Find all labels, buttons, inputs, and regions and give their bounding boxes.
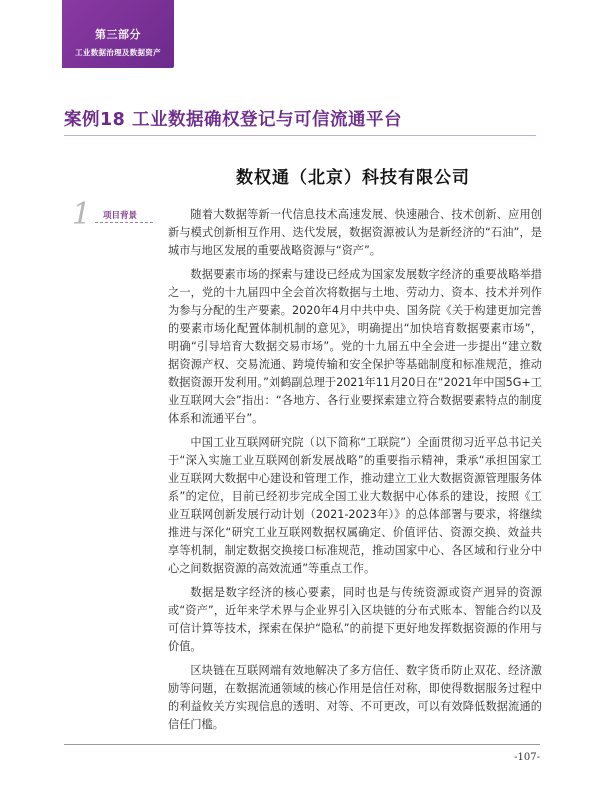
case-title: 案例18 工业数据确权登记与可信流通平台 [64, 110, 402, 130]
paragraph: 数据要素市场的探索与建设已经成为国家发展数字经济的重要战略举措之一，党的十九届四中全会首次将数据与土地、劳动力、资本、技术并列作为参与分配的生产要素。2020年4月中共中央、国务院《关于构建更加完善的要素市场化配置体制机制的意见》，明确提出“加快培育数据要素市场”，明确“引导培育大数据交易市场”。党的十九届五中全会进一步提出“建立数据资源产权、交易流通、跨境传输和安全保护等基础制度和标准规范，推动数据资源开发利用。”刘鹤副总理于2021年11月20日在“2021年中国5G+工业互联网大会”指出：“各地方、各行业要探索建立符合数据要素特点的制度体系和流通平台”。 [168, 268, 542, 425]
paragraph: 数据是数字经济的核心要素，同时也是与传统资源或资产迥异的资源或“资产”，近年来学术界与企业界引入区块链的分布式账本、智能合约以及可信计算等技术，探索在保护“隐私”的前提下更好地发挥数据资源的作用与价值。 [168, 586, 542, 653]
paragraph: 中国工业互联网研究院（以下简称“工联院”）全面贯彻习近平总书记关于“深入实施工业互联网创新发展战略”的重要指示精神，秉承“承担国家工业互联网大数据中心建设和管理工作，推动建立工业大数据资源管理服务体系”的定位，目前已经初步完成全国工业大数据中心体系的建设，按照《工业互联网创新发展行动计划（2021-2023年）》的总体部署与要求，将继续推进与深化“研究工业互联网数据权属确定、价值评估、资源交换、效益共享等机制，制定数据交换接口标准规范，推动国家中心、各区域和行业分中心之间数据资源的高效流通”等重点工作。 [168, 436, 542, 575]
part-header-tab [62, 0, 174, 68]
company-name: 数权通（北京）科技有限公司 [236, 168, 470, 188]
part-subtitle: 工业数据治理及数据资产 [75, 48, 161, 57]
body-text [168, 206, 542, 740]
section-label: 项目背景 [103, 211, 138, 221]
section-divider [95, 222, 153, 223]
paragraph: 随着大数据等新一代信息技术高速发展、快速融合、技术创新、应用创新与模式创新相互作用、迭代发展，数据资源被认为是新经济的“石油”，是城市与地区发展的重要战略资源与“资产”。 [168, 208, 542, 257]
paragraph: 区块链在互联网端有效地解决了多方信任、数字货币防止双花、经济激励等问题，在数据流通领域的核心作用是信任对称，即使得数据服务过程中的利益攸关方实现信息的透明、对等、不可更改，可以有效降低数据流通的信任门槛。 [168, 664, 542, 731]
footer-divider [64, 744, 540, 745]
part-label: 第三部分 [95, 28, 141, 41]
title-divider [64, 135, 536, 136]
section-number: 1 [72, 197, 92, 232]
page-number: -107- [514, 752, 540, 763]
